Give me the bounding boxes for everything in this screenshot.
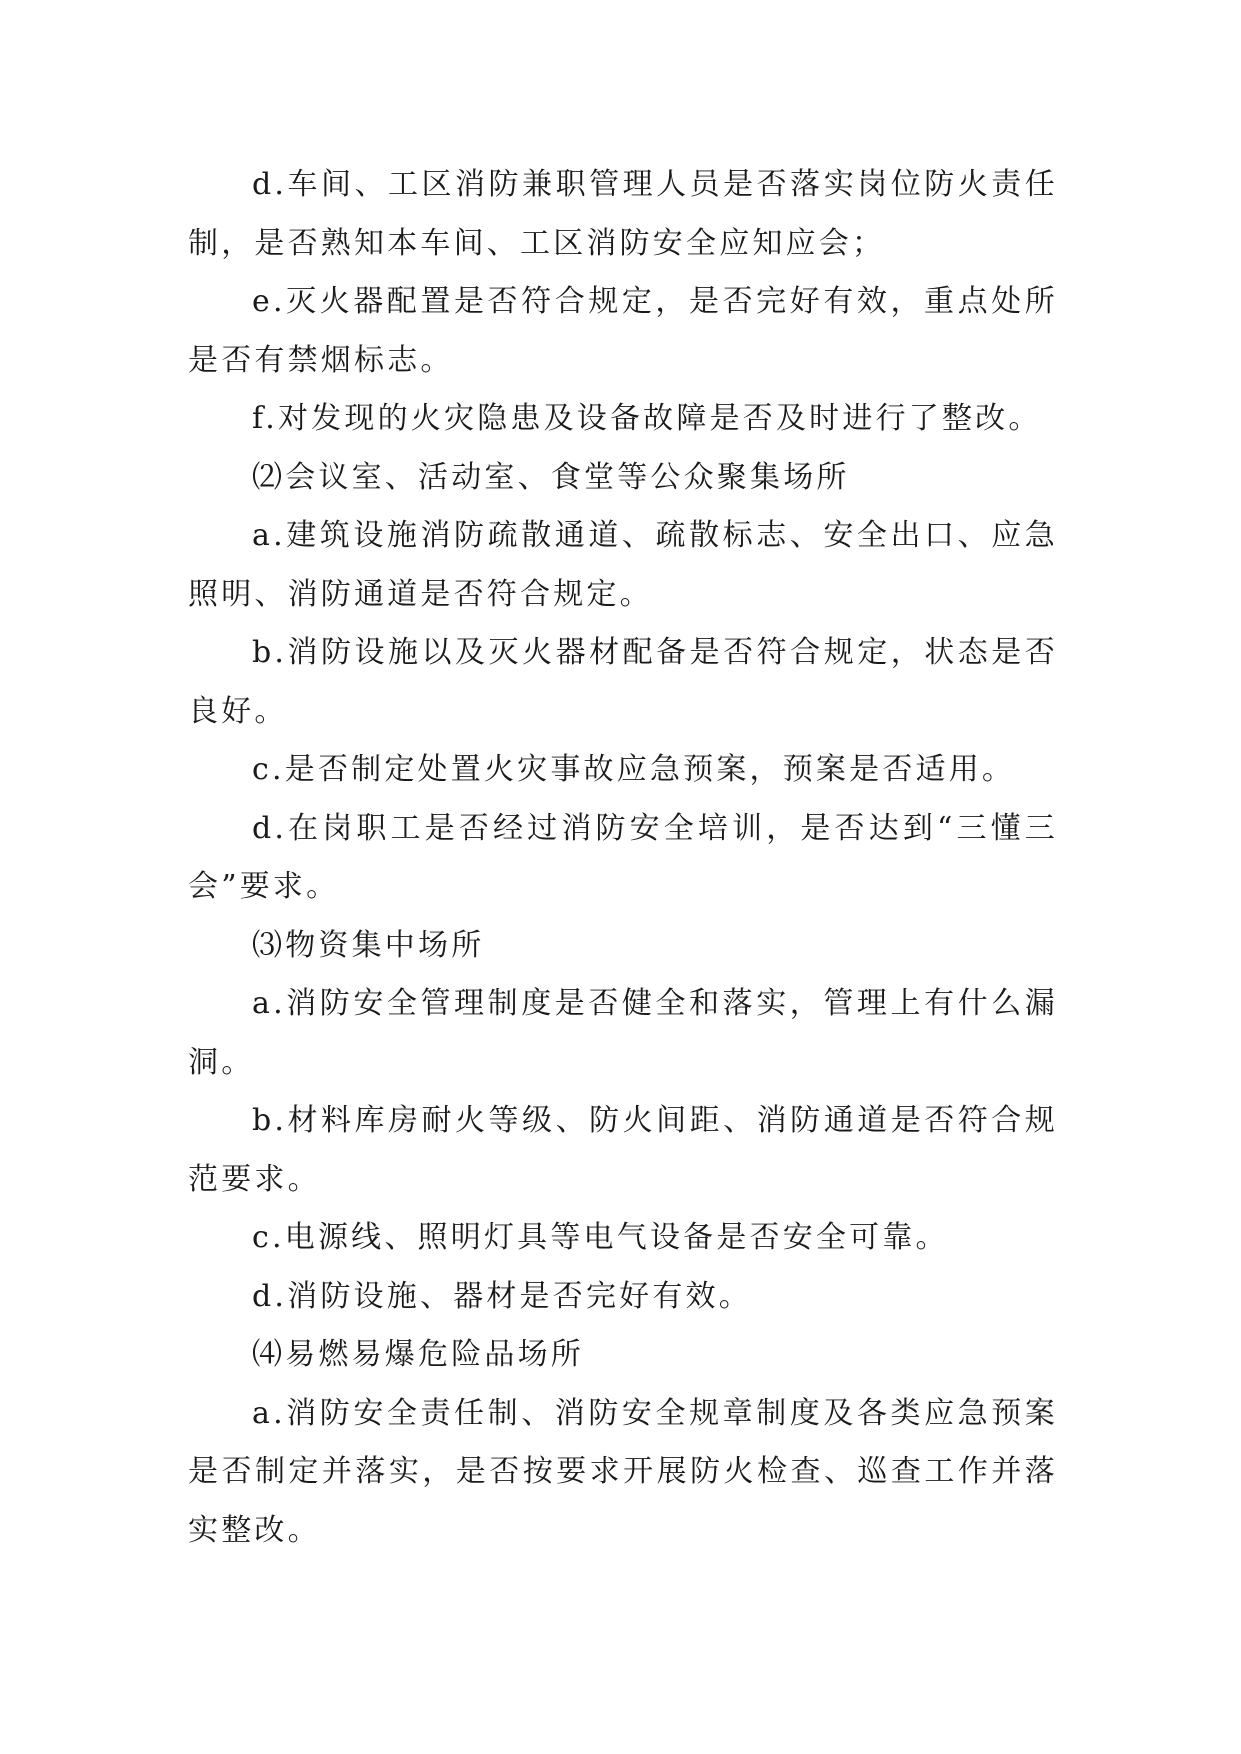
paragraph-a-evacuation: a.建筑设施消防疏散通道、疏散标志、安全出口、应急照明、消防通道是否符合规定。 <box>188 518 1058 612</box>
section-heading-hazardous-materials: ⑷易燃易爆危险品场所 <box>252 1337 584 1372</box>
paragraph-d-facility-condition: d.消防设施、器材是否完好有效。 <box>252 1278 752 1314</box>
paragraph-f-hazard-rectification: f.对发现的火灾隐患及设备故障是否及时进行了整改。 <box>252 401 1042 436</box>
paragraph-a-responsibility-system: a.消防安全责任制、消防安全规章制度及各类应急预案是否制定并落实，是否按要求开展防火检查、巡查工作并落实整改。 <box>188 1395 1058 1548</box>
paragraph-d-staff-training: d.在岗职工是否经过消防安全培训，是否达到“三懂三会”要求。 <box>188 810 1058 904</box>
paragraph-d-fire-duty: d.车间、工区消防兼职管理人员是否落实岗位防火责任制，是否熟知本车间、工区消防安全应知应会； <box>188 167 1058 261</box>
document-body <box>188 156 1058 1560</box>
paragraph-b-warehouse-fire-rating: b.材料库房耐火等级、防火间距、消防通道是否符合规范要求。 <box>188 1103 1058 1197</box>
section-heading-material-storage: ⑶物资集中场所 <box>252 927 485 963</box>
paragraph-c-electrical-safety: c.电源线、照明灯具等电气设备是否安全可靠。 <box>252 1220 949 1255</box>
section-heading-public-gathering: ⑵会议室、活动室、食堂等公众聚集场所 <box>252 459 850 495</box>
paragraph-c-emergency-plan: c.是否制定处置火灾事故应急预案，预案是否适用。 <box>252 752 1016 787</box>
paragraph-e-extinguishers: e.灭火器配置是否符合规定，是否完好有效，重点处所是否有禁烟标志。 <box>188 284 1058 378</box>
paragraph-a-management-system: a.消防安全管理制度是否健全和落实，管理上有什么漏洞。 <box>188 986 1058 1080</box>
paragraph-b-fire-equipment: b.消防设施以及灭火器材配备是否符合规定，状态是否良好。 <box>188 635 1058 729</box>
